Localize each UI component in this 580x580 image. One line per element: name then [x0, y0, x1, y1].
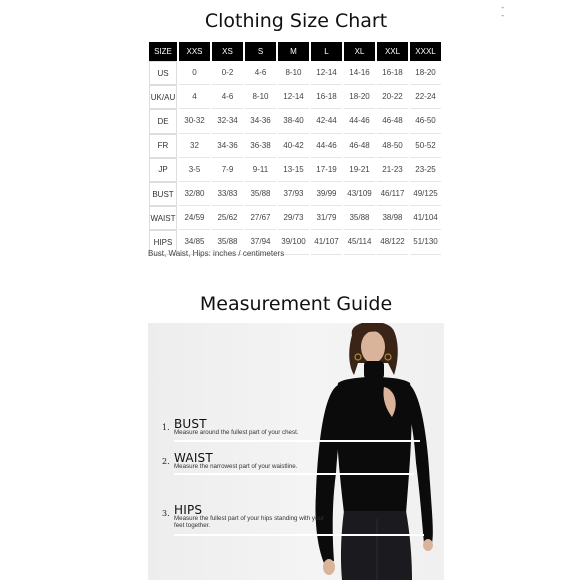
- table-cell: 17-19: [311, 158, 342, 182]
- table-cell: 37/93: [278, 182, 309, 206]
- measurement-guide-image: [148, 323, 444, 580]
- table-row-header: FR: [149, 134, 177, 158]
- table-cell: 39/99: [311, 182, 342, 206]
- corner-mark-top: -: [501, 3, 504, 12]
- table-cell: 44-46: [311, 134, 342, 158]
- table-header-cell: XXXL: [410, 42, 441, 61]
- table-row: [149, 61, 441, 85]
- corner-mark-bottom: -: [501, 11, 504, 20]
- table-cell: 32: [179, 134, 210, 158]
- table-cell: 46/117: [377, 182, 408, 206]
- table-cell: 18-20: [344, 85, 375, 109]
- table-row: [149, 85, 441, 109]
- table-cell: 0: [179, 61, 210, 85]
- table-cell: 32/80: [179, 182, 210, 206]
- hips-label: HIPS: [174, 503, 203, 517]
- table-row-header: UK/AU: [149, 85, 177, 109]
- table-header-cell: SIZE: [149, 42, 177, 61]
- table-cell: 42-44: [311, 109, 342, 133]
- table-cell: 13-15: [278, 158, 309, 182]
- table-cell: 4-6: [212, 85, 243, 109]
- waist-description: Measure the narrowest part of your waistline.: [174, 463, 298, 470]
- table-row-header: US: [149, 61, 177, 85]
- table-cell: 34-36: [212, 134, 243, 158]
- table-header-cell: XS: [212, 42, 243, 61]
- table-cell: 34-36: [245, 109, 276, 133]
- table-cell: 38-40: [278, 109, 309, 133]
- table-cell: 18-20: [410, 61, 441, 85]
- table-row: [149, 109, 441, 133]
- table-cell: 29/73: [278, 206, 309, 230]
- table-cell: 27/67: [245, 206, 276, 230]
- table-cell: 4-6: [245, 61, 276, 85]
- table-cell: 35/88: [344, 206, 375, 230]
- hips-number: 3.: [162, 509, 170, 518]
- table-cell: 41/107: [311, 230, 342, 254]
- table-header-cell: XXS: [179, 42, 210, 61]
- chart-title: Clothing Size Chart: [204, 10, 388, 32]
- waist-label: WAIST: [174, 451, 213, 465]
- table-header-cell: XL: [344, 42, 375, 61]
- table-cell: 8-10: [278, 61, 309, 85]
- table-row: [149, 206, 441, 230]
- bust-measure-line: [174, 440, 420, 442]
- hips-measure-line: [174, 534, 424, 536]
- table-cell: 21-23: [377, 158, 408, 182]
- table-cell: 36-38: [245, 134, 276, 158]
- table-row-header: BUST: [149, 182, 177, 206]
- table-body: [149, 61, 441, 255]
- waist-measure-line: [174, 473, 414, 475]
- table-row-header: JP: [149, 158, 177, 182]
- table-cell: 50-52: [410, 134, 441, 158]
- table-cell: 49/125: [410, 182, 441, 206]
- table-cell: 39/100: [278, 230, 309, 254]
- table-cell: 0-2: [212, 61, 243, 85]
- hips-description: Measure the fullest part of your hips standing with your feet together.: [174, 515, 324, 529]
- table-cell: 25/62: [212, 206, 243, 230]
- table-header-cell: S: [245, 42, 276, 61]
- table-cell: 46-48: [377, 109, 408, 133]
- table-cell: 7-9: [212, 158, 243, 182]
- table-cell: 22-24: [410, 85, 441, 109]
- table-cell: 34/85: [179, 230, 210, 254]
- table-cell: 33/83: [212, 182, 243, 206]
- table-cell: 51/130: [410, 230, 441, 254]
- guide-title: Measurement Guide: [199, 293, 393, 315]
- table-header-cell: XXL: [377, 42, 408, 61]
- table-row: [149, 134, 441, 158]
- bust-label: BUST: [174, 417, 207, 431]
- table-cell: 45/114: [344, 230, 375, 254]
- table-cell: 23-25: [410, 158, 441, 182]
- bust-description: Measure around the fullest part of your chest.: [174, 429, 299, 436]
- table-cell: 14-16: [344, 61, 375, 85]
- table-cell: 46-50: [410, 109, 441, 133]
- table-cell: 19-21: [344, 158, 375, 182]
- table-cell: 44-46: [344, 109, 375, 133]
- table-cell: 31/79: [311, 206, 342, 230]
- size-chart-table: [147, 42, 443, 255]
- table-header-row: [149, 42, 441, 61]
- bust-number: 1.: [162, 423, 170, 432]
- table-cell: 20-22: [377, 85, 408, 109]
- table-cell: 24/59: [179, 206, 210, 230]
- table-row-header: WAIST: [149, 206, 177, 230]
- table-row: [149, 158, 441, 182]
- table-row-header: DE: [149, 109, 177, 133]
- table-cell: 16-18: [377, 61, 408, 85]
- table-header-cell: M: [278, 42, 309, 61]
- table-cell: 38/98: [377, 206, 408, 230]
- table-cell: 43/109: [344, 182, 375, 206]
- table-header-cell: L: [311, 42, 342, 61]
- table-cell: 12-14: [311, 61, 342, 85]
- table-cell: 40-42: [278, 134, 309, 158]
- table-cell: 35/88: [245, 182, 276, 206]
- table-row-header: HIPS: [149, 230, 177, 254]
- table-cell: 16-18: [311, 85, 342, 109]
- table-cell: 48-50: [377, 134, 408, 158]
- table-row: [149, 182, 441, 206]
- table-cell: 46-48: [344, 134, 375, 158]
- table-cell: 30-32: [179, 109, 210, 133]
- table-cell: 32-34: [212, 109, 243, 133]
- table-cell: 41/104: [410, 206, 441, 230]
- table-cell: 12-14: [278, 85, 309, 109]
- table-cell: 37/94: [245, 230, 276, 254]
- units-note: Bust, Waist, Hips: inches / centimeters: [148, 249, 285, 258]
- table-cell: 35/88: [212, 230, 243, 254]
- table-cell: 8-10: [245, 85, 276, 109]
- table-cell: 48/122: [377, 230, 408, 254]
- table-cell: 4: [179, 85, 210, 109]
- waist-number: 2.: [162, 457, 170, 466]
- table-cell: 9-11: [245, 158, 276, 182]
- table-cell: 3-5: [179, 158, 210, 182]
